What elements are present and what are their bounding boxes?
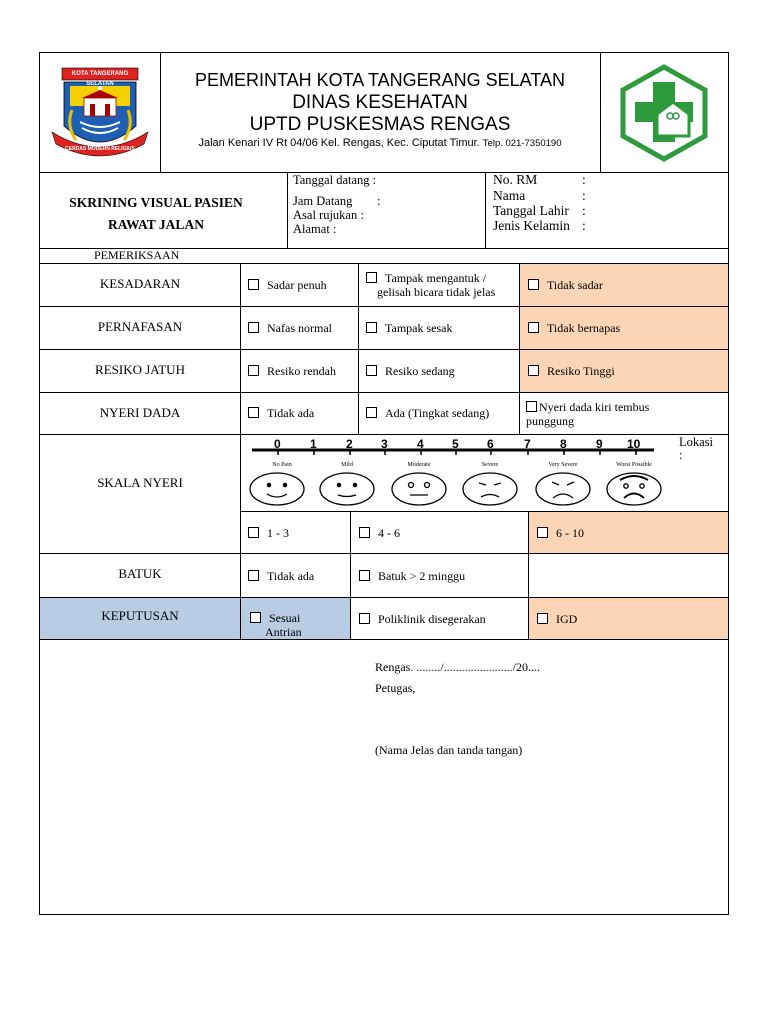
checkbox[interactable]	[366, 407, 377, 418]
checkbox[interactable]	[537, 613, 548, 624]
option-label: Tidak bernapas	[547, 321, 621, 335]
face-label: Mild	[341, 462, 353, 468]
patient-nama: Nama	[493, 188, 526, 203]
option-tampak-mengantuk[interactable]	[366, 271, 495, 299]
lokasi-label: Lokasi	[679, 435, 714, 449]
pain-number: 2	[346, 437, 353, 451]
visit-jam-colon: :	[377, 194, 381, 208]
checkbox[interactable]	[248, 407, 259, 418]
label-batuk: BATUK	[118, 566, 162, 581]
header-department: DINAS KESEHATAN	[292, 92, 468, 113]
checkbox[interactable]	[359, 570, 370, 581]
option-label: Ada (Tingkat sedang)	[385, 406, 490, 420]
pain-number: 7	[524, 437, 531, 451]
checkbox[interactable]	[359, 527, 370, 538]
option-batuk-tidak-ada[interactable]	[248, 569, 314, 583]
option-label: Tampak mengantuk /	[385, 271, 487, 285]
checkbox[interactable]	[248, 365, 259, 376]
option-sadar-penuh[interactable]	[248, 278, 327, 292]
city-crest-logo	[46, 66, 154, 162]
checkbox[interactable]	[528, 365, 539, 376]
colon: :	[582, 172, 586, 187]
face-label: Very Severe	[548, 462, 578, 468]
patient-jenis-kelamin: Jenis Kelamin	[493, 218, 570, 233]
visit-asal-rujukan: Asal rujukan :	[293, 208, 364, 222]
checkbox[interactable]	[250, 612, 261, 623]
option-label: Tampak sesak	[385, 321, 453, 335]
option-resiko-rendah[interactable]	[248, 364, 336, 378]
option-label: 1 - 3	[267, 526, 289, 540]
header-puskesmas: UPTD PUSKESMAS RENGAS	[249, 114, 511, 135]
option-label: 4 - 6	[378, 526, 400, 540]
option-label: Nafas normal	[267, 321, 332, 335]
option-resiko-sedang[interactable]	[366, 364, 455, 378]
option-label: Resiko Tinggi	[547, 364, 615, 378]
option-label: Batuk > 2 minggu	[378, 569, 466, 583]
pain-number: 0	[274, 437, 281, 451]
option-label: punggung	[526, 414, 574, 428]
option-batuk-2-minggu[interactable]	[359, 569, 465, 583]
label-keputusan: KEPUTUSAN	[101, 608, 179, 623]
checkbox[interactable]	[526, 401, 537, 412]
option-tampak-sesak[interactable]	[366, 321, 452, 335]
crest-text-top: KOTA TANGERANG SELATAN	[71, 71, 129, 87]
option-label: IGD	[556, 612, 578, 626]
section-label: PEMERIKSAAN	[94, 248, 180, 262]
pain-number: 3	[381, 437, 388, 451]
lokasi-colon: :	[679, 448, 683, 462]
form-title	[40, 192, 272, 236]
label-nyeri-dada: NYERI DADA	[99, 405, 181, 420]
option-label: Sesuai	[269, 611, 301, 625]
header-address-line	[160, 137, 600, 149]
face-label: Severe	[481, 462, 499, 468]
checkbox[interactable]	[537, 527, 548, 538]
option-poliklinik-disegerakan[interactable]	[359, 612, 486, 626]
visit-tanggal-datang: Tanggal datang :	[293, 173, 377, 187]
option-label: Tidak sadar	[547, 278, 603, 292]
checkbox[interactable]	[528, 279, 539, 290]
option-igd[interactable]	[537, 612, 577, 626]
pain-number: 9	[596, 437, 603, 451]
patient-no-rm: No. RM	[493, 172, 538, 187]
option-label: 6 - 10	[556, 526, 584, 540]
option-nyeri-dada-kiri[interactable]	[526, 400, 649, 428]
pain-number: 6	[487, 437, 494, 451]
face-label: Moderate	[407, 462, 431, 468]
option-label: Resiko rendah	[267, 364, 336, 378]
form-title-line1: SKRINING VISUAL PASIEN	[69, 195, 243, 210]
checkbox[interactable]	[366, 365, 377, 376]
option-label: Resiko sedang	[385, 364, 455, 378]
checkbox[interactable]	[248, 279, 259, 290]
option-sesuai-antrian[interactable]	[250, 611, 302, 639]
option-skala-6-10[interactable]	[537, 526, 584, 540]
visit-alamat: Alamat :	[293, 222, 337, 236]
label-pernafasan: PERNAFASAN	[97, 319, 183, 334]
option-skala-4-6[interactable]	[359, 526, 400, 540]
signature-caption: (Nama Jelas dan tanda tangan)	[375, 743, 523, 757]
option-tidak-bernapas[interactable]	[528, 321, 620, 335]
checkbox[interactable]	[366, 272, 377, 283]
header-government: PEMERINTAH KOTA TANGERANG SELATAN	[194, 70, 566, 90]
checkbox[interactable]	[248, 570, 259, 581]
option-label: Tidak ada	[267, 406, 315, 420]
visit-jam-datang: Jam Datang	[293, 194, 353, 208]
label-skala-nyeri: SKALA NYERI	[97, 475, 183, 490]
form-title-line2: RAWAT JALAN	[108, 217, 204, 232]
option-nyeri-tidak-ada[interactable]	[248, 406, 314, 420]
option-label: Sadar penuh	[267, 278, 327, 292]
place-date-line: Rengas. ......../......................./20....	[375, 660, 540, 674]
option-nyeri-ada[interactable]	[366, 406, 489, 420]
checkbox[interactable]	[248, 527, 259, 538]
petugas-label: Petugas,	[375, 681, 416, 695]
option-label: Poliklinik disegerakan	[378, 612, 486, 626]
pain-number: 5	[452, 437, 459, 451]
option-resiko-tinggi[interactable]	[528, 364, 615, 378]
checkbox[interactable]	[366, 322, 377, 333]
pain-number: 10	[627, 437, 641, 451]
header-phone: Telp. 021-7350190	[482, 138, 562, 149]
face-label: No Pain	[272, 462, 292, 468]
crest-text-bottom: CERDAS MODERN RELIGIUS	[65, 146, 135, 152]
face-label: Worst Possible	[616, 462, 652, 468]
option-label: Nyeri dada kiri tembus	[539, 400, 650, 414]
pain-number: 4	[417, 437, 424, 451]
pain-number: 1	[310, 437, 317, 451]
patient-tanggal-lahir: Tanggal Lahir	[493, 203, 569, 218]
checkbox[interactable]	[359, 613, 370, 624]
option-label: Tidak ada	[267, 569, 315, 583]
puskesmas-logo	[617, 64, 711, 162]
label-resiko-jatuh: RESIKO JATUH	[95, 362, 185, 377]
option-label: Antrian	[265, 625, 302, 639]
label-kesadaran: KESADARAN	[99, 276, 181, 291]
colon: :	[582, 203, 586, 218]
header-address: Jalan Kenari IV Rt 04/06 Kel. Rengas, Kec. Ciputat Timur.	[198, 137, 480, 149]
checkbox[interactable]	[248, 322, 259, 333]
option-skala-1-3[interactable]	[248, 526, 289, 540]
colon: :	[582, 188, 586, 203]
option-label: gelisah bicara tidak jelas	[377, 285, 496, 299]
colon: :	[582, 218, 586, 233]
option-nafas-normal[interactable]	[248, 321, 332, 335]
option-tidak-sadar[interactable]	[528, 278, 603, 292]
checkbox[interactable]	[528, 322, 539, 333]
pain-number: 8	[560, 437, 567, 451]
